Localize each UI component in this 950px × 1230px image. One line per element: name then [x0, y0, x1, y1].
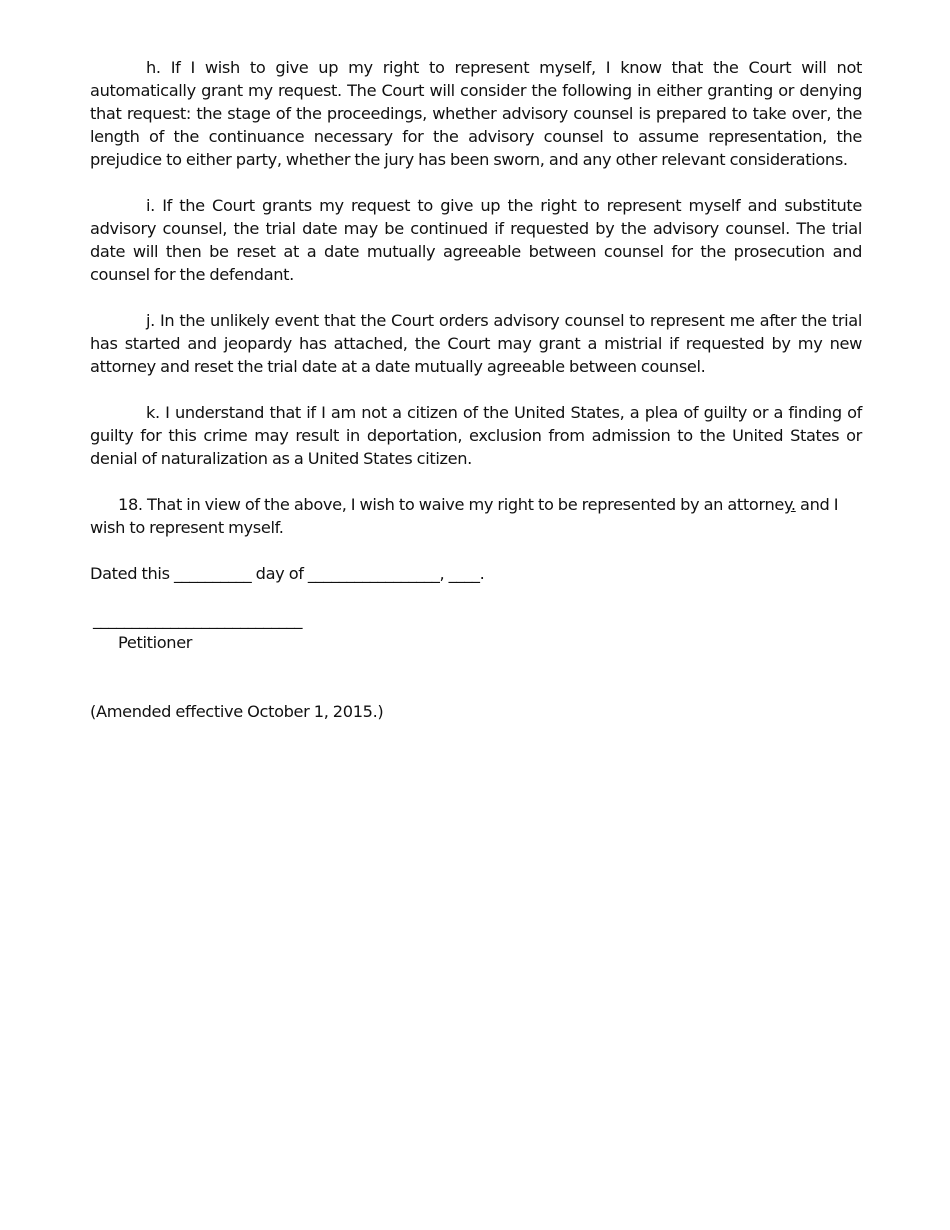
paragraph-18-text: 18. That in view of the above, I wish to waive my right to be represented by an attorney	[118, 495, 791, 514]
paragraph-18	[90, 493, 862, 539]
paragraph-18-continuation: and I wish to represent myself.	[90, 495, 839, 537]
paragraph-k: k. I understand that if I am not a citizen of the United States, a plea of guilty or a finding of guilty for this crime may result in deportation, exclusion from admission to the United States or denial of naturalization as a United States citizen.	[90, 403, 862, 468]
spacer	[90, 286, 862, 309]
underlined-period: .	[790, 495, 796, 514]
paragraph-i: i. If the Court grants my request to give up the right to represent myself and substitute advisory counsel, the trial date may be continued if requested by the advisory counsel. The trial date will then be reset at a date mutually agreeable between counsel for the prosecution and counsel for the defendant.	[90, 196, 862, 284]
spacer	[90, 585, 862, 608]
signature-label: Petitioner	[118, 633, 193, 652]
paragraph-h: h. If I wish to give up my right to represent myself, I know that the Court will not automatically grant my request. The Court will consider the following in either granting or denying that request: the stage of the proceedings, whether advisory counsel is prepared to take over, the length of the continuance necessary for the advisory counsel to assume representation, the prejudice to either party, whether the jury has been sworn, and any other relevant considerations.	[90, 58, 862, 169]
spacer	[90, 677, 862, 700]
paragraph-j: j. In the unlikely event that the Court orders advisory counsel to represent me after the trial has started and jeopardy has attached, the Court may grant a mistrial if requested by my new attorney and reset the trial date at a date mutually agreeable between counsel.	[90, 311, 862, 376]
spacer	[90, 654, 862, 677]
dated-line: Dated this __________ day of _________________, ____.	[90, 564, 485, 583]
signature-line: ___________________________	[93, 610, 303, 629]
spacer	[90, 171, 862, 194]
spacer	[90, 378, 862, 401]
spacer	[90, 470, 862, 493]
amended-note: (Amended effective October 1, 2015.)	[90, 702, 384, 721]
document-page	[90, 56, 862, 723]
spacer	[90, 539, 862, 562]
